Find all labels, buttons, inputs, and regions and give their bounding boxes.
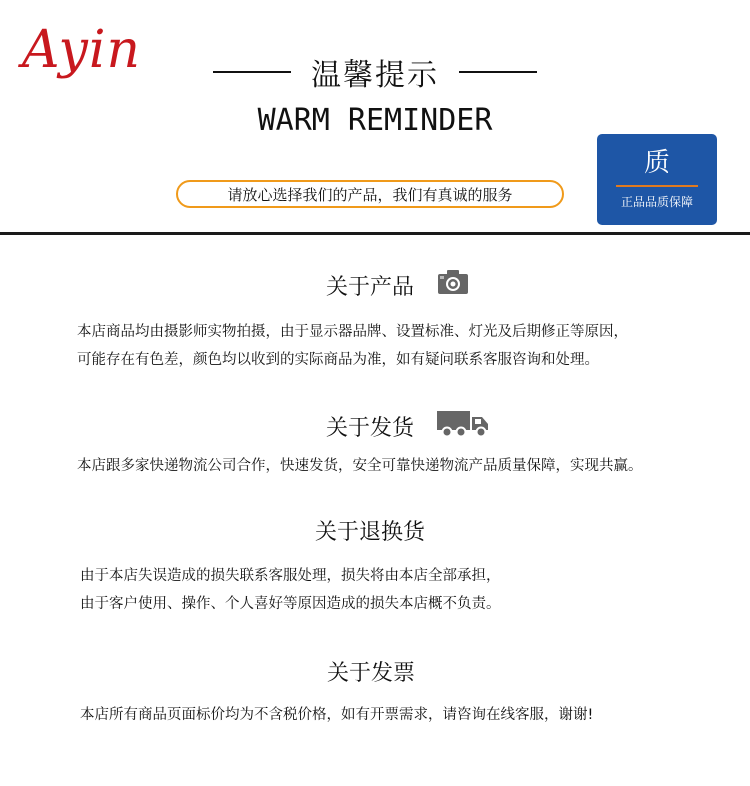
section-title-shipping [326, 408, 490, 444]
title-right-rule [459, 71, 537, 73]
page-title: 温馨提示 [311, 58, 439, 93]
text-line: 本店商品均由摄影师实物拍摄，由于显示器品牌、设置标准、灯光及后期修正等原因， [77, 324, 628, 340]
text-line: 可能存在有色差，颜色均以收到的实际商品为准，如有疑问联系客服咨询和处理。 [77, 352, 599, 368]
section-title-label: 关于退换货 [315, 520, 426, 545]
text-line: 由于本店失误造成的损失联系客服处理，损失将由本店全部承担， [80, 568, 501, 584]
page-subtitle: WARM REMINDER [257, 103, 493, 138]
camera-icon [436, 268, 470, 302]
section-text-returns [80, 562, 501, 618]
badge-text: 正品品质保障 [620, 195, 693, 209]
text-line: 由于客户使用、操作、个人喜好等原因造成的损失本店概不负责。 [80, 596, 501, 612]
section-text-product [77, 318, 628, 374]
logo: Ayin [22, 20, 141, 80]
section-text-invoice [80, 701, 593, 729]
section-title-label: 关于发货 [326, 415, 415, 441]
badge-rule [616, 185, 698, 187]
section-title-label: 关于产品 [326, 274, 415, 300]
text-line: 本店所有商品页面标价均为不含税价格，如有开票需求，请咨询在线客服，谢谢! [80, 707, 594, 723]
text-line: 本店跟多家快递物流公司合作，快速发货，安全可靠快递物流产品质量保障，实现共赢。 [77, 458, 643, 474]
title-left-rule [213, 71, 291, 73]
section-title-label: 关于发票 [327, 661, 416, 686]
badge-char: 质 [643, 148, 670, 178]
section-title-returns [315, 515, 425, 546]
section-text-shipping [77, 452, 643, 480]
quality-badge [597, 134, 717, 225]
section-title-invoice [327, 656, 415, 687]
header-divider [0, 232, 750, 235]
title-row [210, 52, 540, 92]
truck-icon [436, 408, 490, 444]
section-title-product [326, 268, 470, 302]
service-tagline: 请放心选择我们的产品，我们有真诚的服务 [176, 180, 564, 208]
